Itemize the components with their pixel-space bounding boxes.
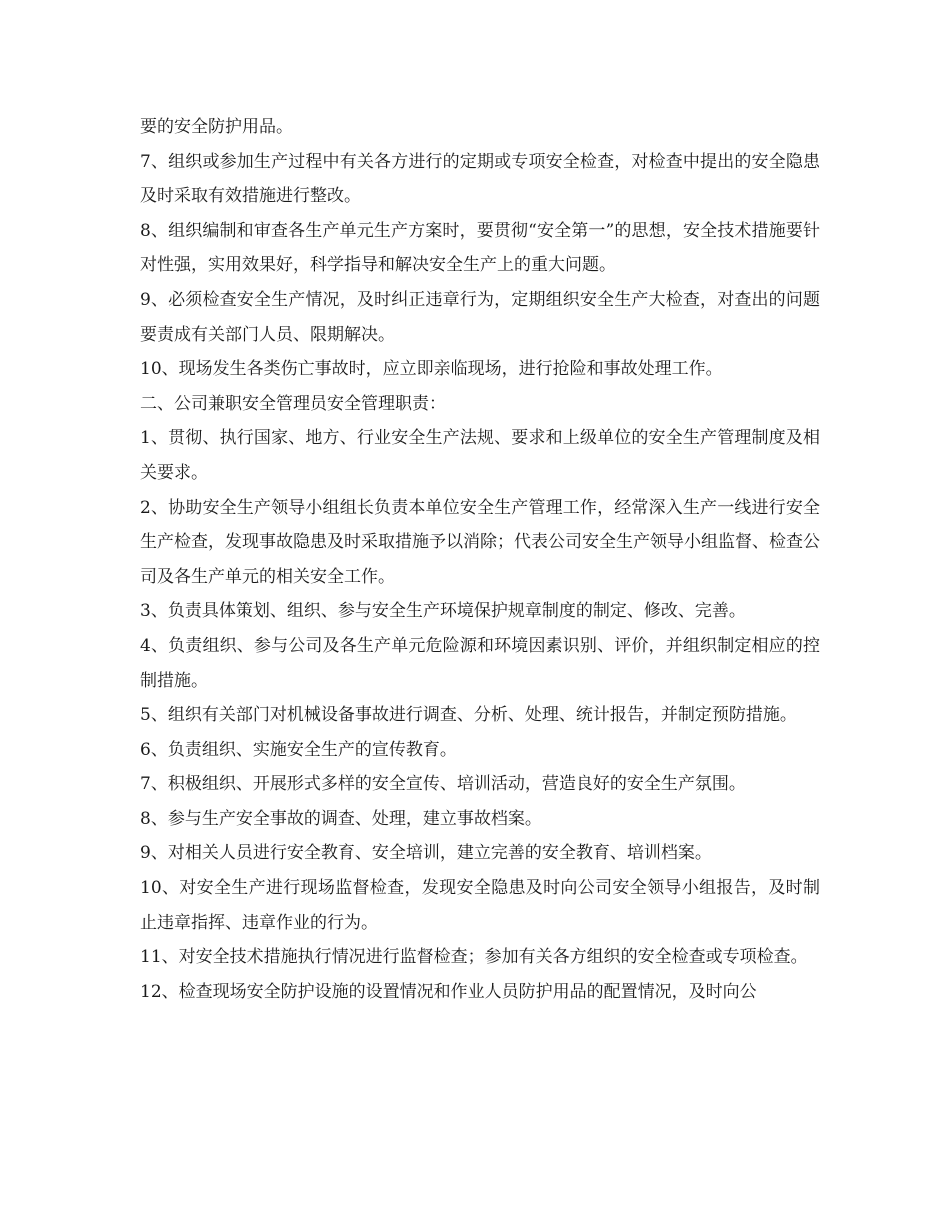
paragraph-officer-duty-8: 8、参与生产安全事故的调查、处理，建立事故档案。 xyxy=(140,808,542,829)
section-heading-safety-officer-duties: 二、公司兼职安全管理员安全管理职责： xyxy=(140,393,446,414)
paragraph-officer-duty-4: 4、负责组织、参与公司及各生产单元危险源和环境因素识别、评价，并组织制定相应的控制措施。 xyxy=(140,635,820,691)
paragraph-officer-duty-11: 11、对安全技术措施执行情况进行监督检查；参加有关各方组织的安全检查或专项检查。 xyxy=(140,947,808,968)
paragraph-officer-duty-7: 7、积极组织、开展形式多样的安全宣传、培训活动，营造良好的安全生产氛围。 xyxy=(140,774,746,795)
paragraph-officer-duty-2: 2、协助安全生产领导小组组长负责本单位安全生产管理工作，经常深入生产一线进行安全生产检查，发现事故隐患及时采取措施予以消除；代表公司安全生产领导小组监督、检查公司及各生产单元的相关安全工作。 xyxy=(140,497,820,587)
paragraph-duty-10-accident-response: 10、现场发生各类伤亡事故时，应立即亲临现场，进行抢险和事故处理工作。 xyxy=(140,359,723,380)
paragraph-officer-duty-10: 10、对安全生产进行现场监督检查，发现安全隐患及时向公司安全领导小组报告，及时制止违章指挥、违章作业的行为。 xyxy=(140,878,820,933)
paragraph-continued-protective-supplies: 要的安全防护用品。 xyxy=(140,117,293,137)
paragraph-officer-duty-6: 6、负责组织、实施安全生产的宣传教育。 xyxy=(140,739,457,760)
paragraph-duty-7-safety-inspection: 7、组织或参加生产过程中有关各方进行的定期或专项安全检查，对检查中提出的安全隐患及时采取有效措施进行整改。 xyxy=(140,151,820,207)
document-body xyxy=(140,110,820,1009)
paragraph-duty-8-production-plan-review: 8、组织编制和审查各生产单元生产方案时，要贯彻“安全第一”的思想，安全技术措施要针对性强，实用效果好，科学指导和解决安全生产上的重大问题。 xyxy=(140,220,820,276)
paragraph-officer-duty-3: 3、负责具体策划、组织、参与安全生产环境保护规章制度的制定、修改、完善。 xyxy=(140,601,746,622)
paragraph-officer-duty-12: 12、检查现场安全防护设施的设置情况和作业人员防护用品的配置情况，及时向公 xyxy=(140,981,757,1002)
paragraph-officer-duty-5: 5、组织有关部门对机械设备事故进行调查、分析、处理、统计报告，并制定预防措施。 xyxy=(140,705,797,726)
paragraph-duty-9-violation-correction: 9、必须检查安全生产情况，及时纠正违章行为，定期组织安全生产大检查，对查出的问题要责成有关部门人员、限期解决。 xyxy=(140,289,820,345)
paragraph-officer-duty-1: 1、贯彻、执行国家、地方、行业安全生产法规、要求和上级单位的安全生产管理制度及相关要求。 xyxy=(140,428,820,483)
paragraph-officer-duty-9: 9、对相关人员进行安全教育、安全培训，建立完善的安全教育、培训档案。 xyxy=(140,843,712,864)
